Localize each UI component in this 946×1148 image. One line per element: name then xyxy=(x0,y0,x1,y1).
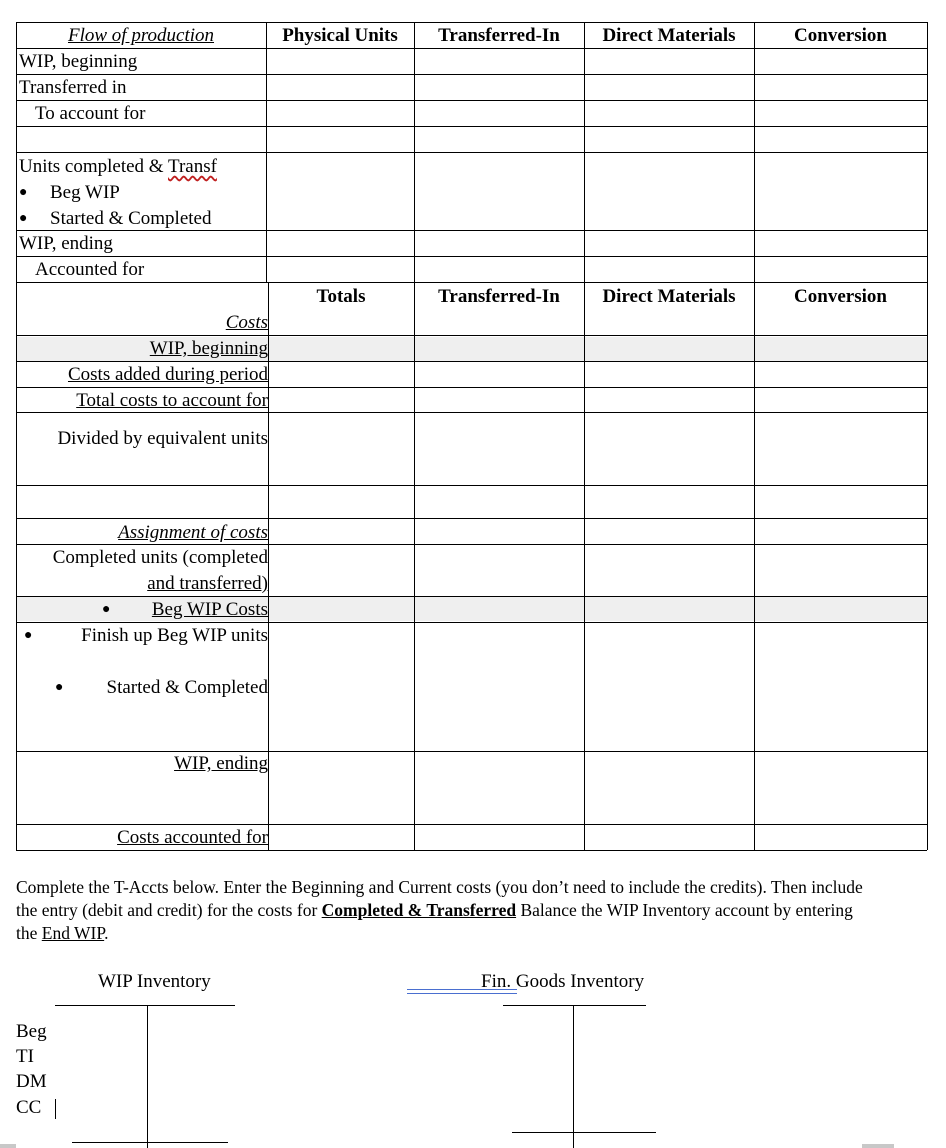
bullet-icon: ● xyxy=(24,628,33,643)
row-completed-units-cont: and transferred) xyxy=(147,573,268,594)
text-cursor-icon[interactable] xyxy=(55,1099,56,1119)
wip-entry-cc: CC xyxy=(16,1097,42,1118)
conversion-header: Conversion xyxy=(794,25,887,46)
row-started-completed: Started & Completed xyxy=(50,208,212,229)
direct-materials-header: Direct Materials xyxy=(602,25,736,46)
wip-entry-dm: DM xyxy=(16,1071,47,1092)
wip-entry-ti: TI xyxy=(16,1046,34,1067)
row-to-account-for: To account for xyxy=(35,103,146,124)
row-costs-accounted: Costs accounted for xyxy=(117,827,268,848)
costs-label: Costs xyxy=(225,312,268,333)
wip-entry-beg: Beg xyxy=(16,1021,47,1042)
scrollbar-right[interactable] xyxy=(862,1144,894,1148)
scrollbar-left[interactable] xyxy=(0,1144,16,1148)
direct-materials-header: Direct Materials xyxy=(602,286,736,307)
bullet-icon: ● xyxy=(102,602,111,617)
row-wip-ending: WIP, ending xyxy=(19,233,113,254)
flow-header: Flow of production xyxy=(67,25,215,46)
transferred-in-header: Transferred-In xyxy=(438,286,560,307)
row-beg-wip: Beg WIP xyxy=(50,182,120,203)
row-wip-beginning-costs: WIP, beginning xyxy=(149,338,268,359)
row-divided-by: Divided by equivalent units xyxy=(57,428,268,449)
wip-inventory-title: WIP Inventory xyxy=(98,971,211,992)
fin-goods-title: Fin. Goods Inventory xyxy=(481,971,645,992)
transferred-in-header: Transferred-In xyxy=(438,25,560,46)
assignment-label: Assignment of costs xyxy=(118,522,268,543)
row-costs-added: Costs added during period xyxy=(67,364,268,385)
row-total-costs: Total costs to account for xyxy=(76,390,268,411)
row-finish-up: Finish up Beg WIP units xyxy=(81,625,268,646)
row-accounted-for: Accounted for xyxy=(35,259,145,280)
row-wip-ending-costs: WIP, ending xyxy=(174,753,268,774)
row-units-completed: Units completed & Transf xyxy=(19,156,217,177)
physical-units-header: Physical Units xyxy=(282,25,398,46)
row-transferred-in: Transferred in xyxy=(19,77,127,98)
row-started-completed-costs: Started & Completed xyxy=(106,677,268,698)
totals-header: Totals xyxy=(316,286,366,307)
row-beg-wip-costs: Beg WIP Costs xyxy=(151,599,268,620)
bullet-icon: ● xyxy=(19,211,28,226)
row-wip-beginning: WIP, beginning xyxy=(19,51,138,72)
bullet-icon: ● xyxy=(55,680,64,695)
conversion-header: Conversion xyxy=(794,286,887,307)
bullet-icon: ● xyxy=(19,185,28,200)
row-completed-units: Completed units (completed xyxy=(52,547,268,568)
instructions-paragraph: Complete the T-Accts below. Enter the Beginning and Current costs (you don’t need to include the credits). Then include the entry (debit and credit) for the costs for Completed & Transferred Balance the WIP Inventory account by entering the End WIP. xyxy=(16,877,863,943)
